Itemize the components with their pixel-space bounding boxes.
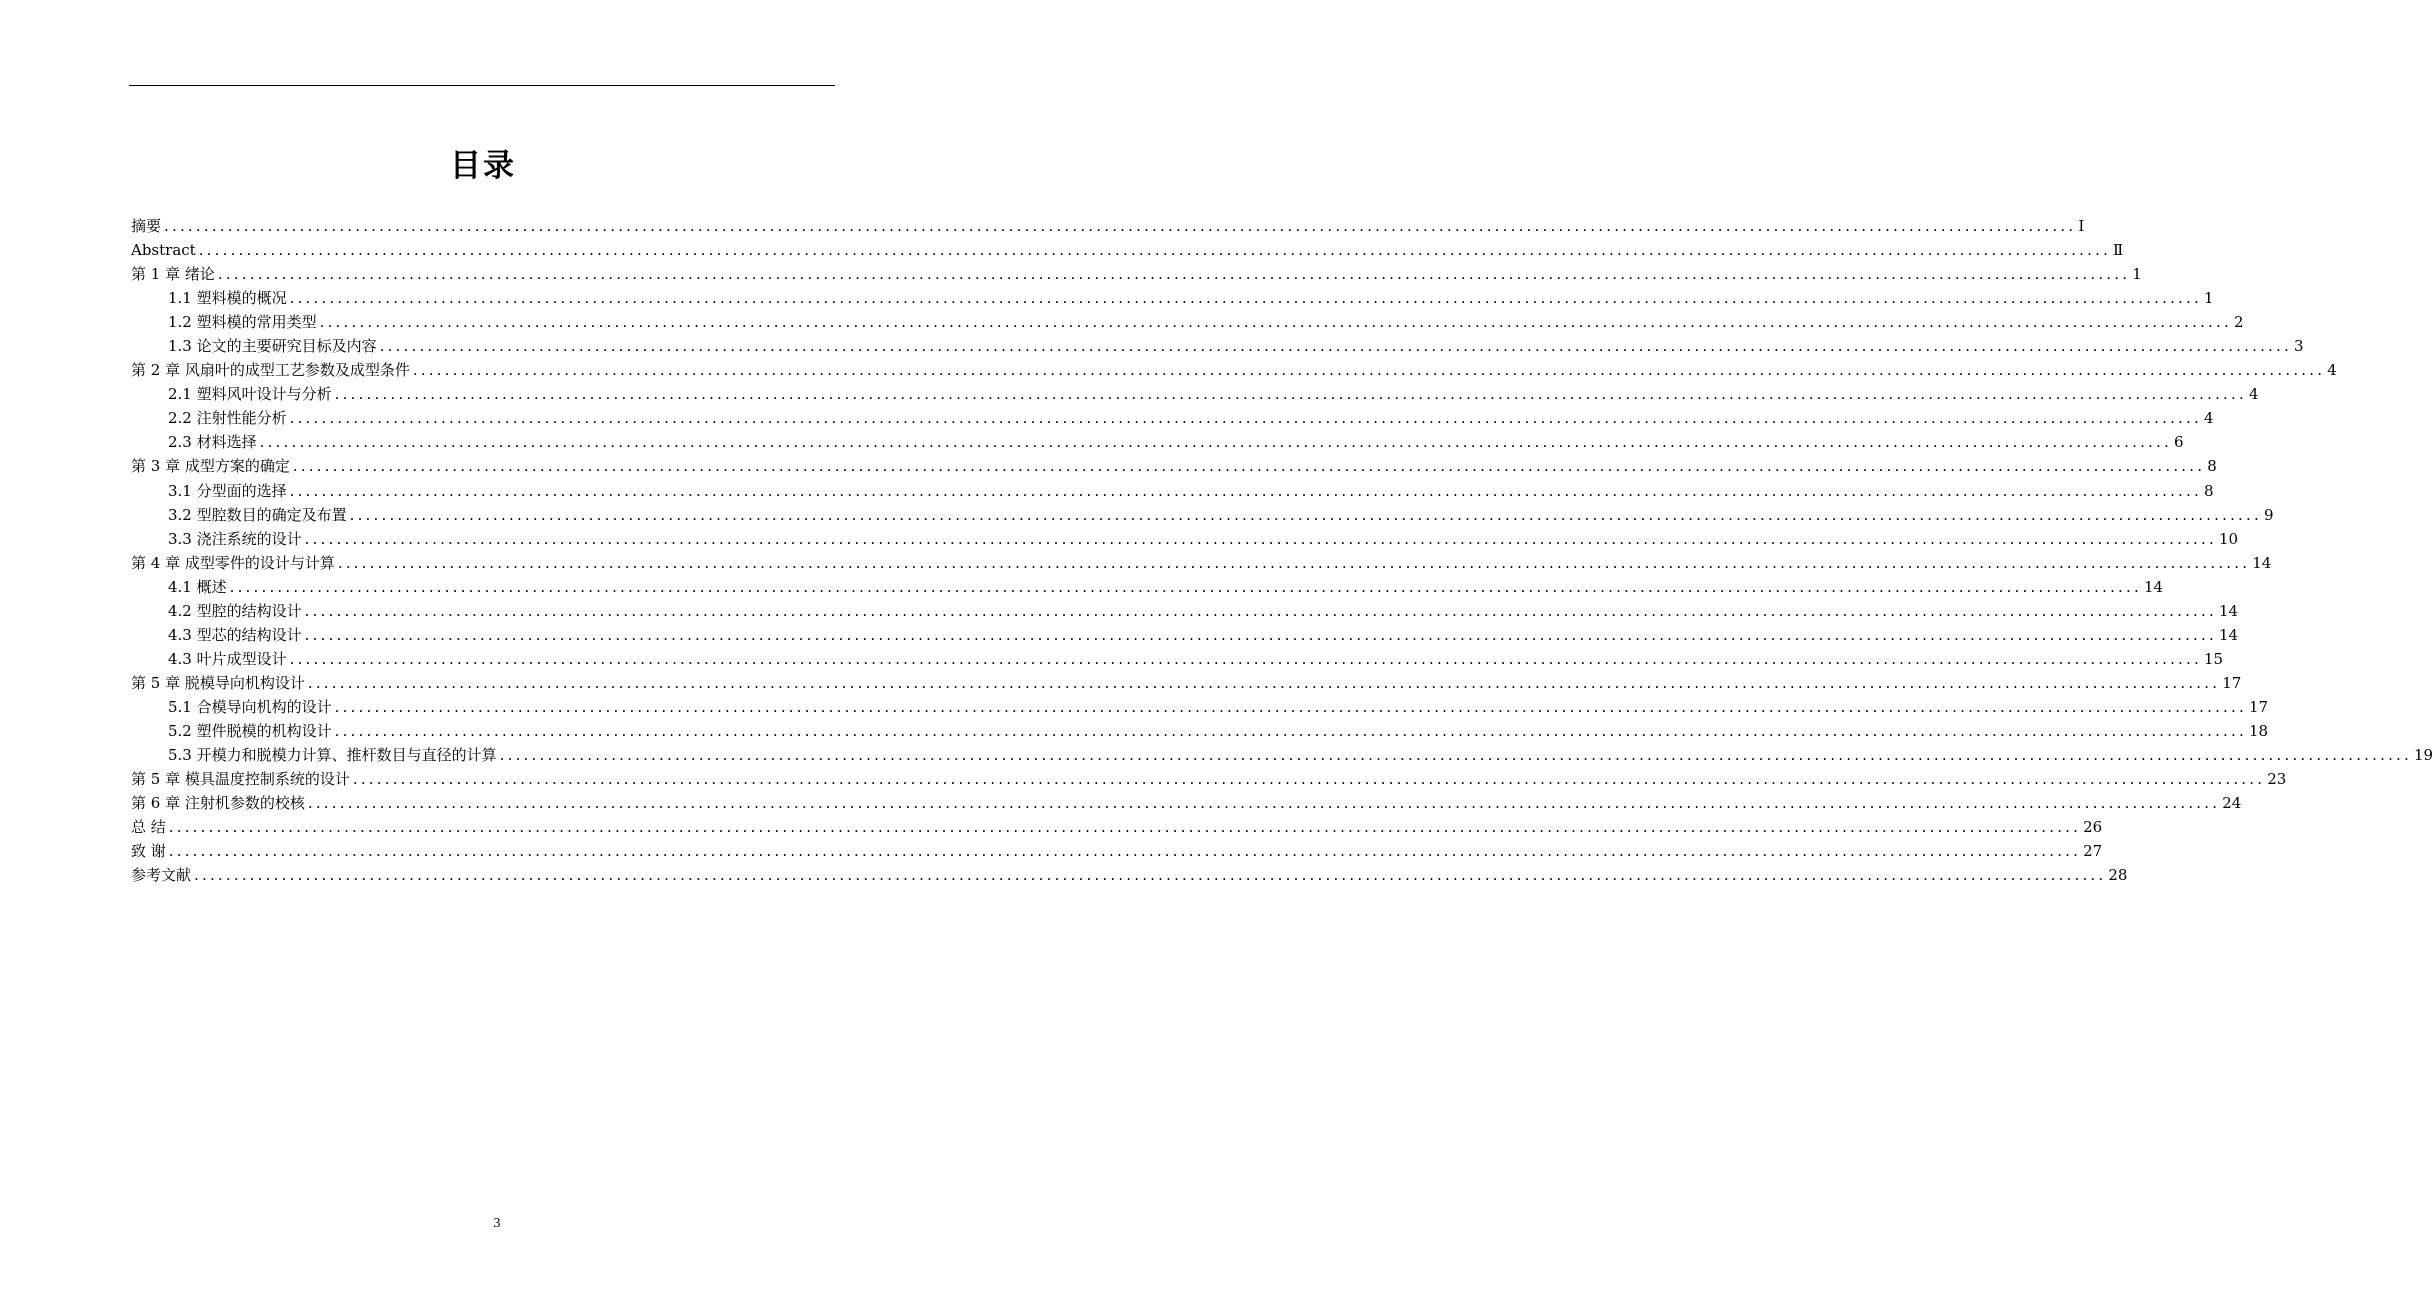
toc-entry-page: 3 <box>2293 337 2304 356</box>
dot-leader: ................................................................................................................................................................................................................................................ <box>292 457 2206 476</box>
dot-leader: ................................................................................................................................................................................................................................................ <box>289 409 2202 428</box>
toc-entry-label: 2.2 注射性能分析 <box>168 409 287 428</box>
toc-entry-label: 第 4 章 成型零件的设计与计算 <box>131 553 335 572</box>
toc-entry-page: 14 <box>2143 577 2164 596</box>
toc-entry-page: 17 <box>2222 673 2242 692</box>
dot-leader: ................................................................................................................................................................................................................................................ <box>194 866 2107 885</box>
toc-entry-page: Ⅰ <box>2078 217 2085 235</box>
toc-entry[interactable] <box>131 863 2128 887</box>
dot-leader: ................................................................................................................................................................................................................................................ <box>337 553 2251 572</box>
toc-entry[interactable] <box>131 238 2124 262</box>
toc-entry[interactable] <box>131 743 2433 767</box>
page-number: 3 <box>493 1216 501 1231</box>
toc-entry-label: 第 5 章 脱模导向机构设计 <box>131 673 305 692</box>
toc-entry[interactable] <box>131 382 2259 406</box>
toc-entry-page: 4 <box>2203 409 2214 428</box>
toc-entry-label: 5.3 开模力和脱模力计算、推杆数目与直径的计算 <box>168 746 497 765</box>
toc-entry-page: 9 <box>2263 505 2274 524</box>
dot-leader: ................................................................................................................................................................................................................................................ <box>349 505 2262 524</box>
toc-entry-label: 第 3 章 成型方案的确定 <box>131 457 290 476</box>
dot-leader: ................................................................................................................................................................................................................................................ <box>352 770 2266 789</box>
toc-entry-page: 6 <box>2173 433 2184 452</box>
dot-leader: ................................................................................................................................................................................................................................................ <box>334 697 2247 716</box>
header-rule <box>129 85 835 86</box>
dot-leader: ................................................................................................................................................................................................................................................ <box>164 217 2077 235</box>
toc-entry[interactable] <box>131 358 2337 382</box>
toc-entry-label: 1.1 塑料模的概况 <box>168 289 287 308</box>
toc-entry[interactable] <box>131 479 2214 503</box>
dot-leader: ................................................................................................................................................................................................................................................ <box>304 529 2217 548</box>
toc-entry-page: 4 <box>2327 361 2337 380</box>
dot-leader: ................................................................................................................................................................................................................................................ <box>334 385 2247 404</box>
toc-entry-label: 4.3 叶片成型设计 <box>168 649 287 668</box>
toc-entry-label: Abstract <box>131 241 196 260</box>
toc-entry-label: 第 2 章 风扇叶的成型工艺参数及成型条件 <box>131 361 410 380</box>
toc-entry-page: 1 <box>2203 289 2214 308</box>
toc-entry[interactable] <box>131 599 2239 623</box>
table-of-contents <box>131 214 2433 887</box>
dot-leader: ................................................................................................................................................................................................................................................ <box>379 337 2292 356</box>
dot-leader: ................................................................................................................................................................................................................................................ <box>198 241 2112 260</box>
dot-leader: ................................................................................................................................................................................................................................................ <box>289 289 2202 308</box>
dot-leader: ................................................................................................................................................................................................................................................ <box>289 481 2202 500</box>
toc-entry[interactable] <box>131 575 2164 599</box>
toc-entry-label: 3.2 型腔数目的确定及布置 <box>168 505 347 524</box>
toc-entry-label: 1.3 论文的主要研究目标及内容 <box>168 337 377 356</box>
toc-entry-label: 第 1 章 绪论 <box>131 265 215 284</box>
toc-entry-page: 23 <box>2267 770 2287 789</box>
dot-leader: ................................................................................................................................................................................................................................................ <box>334 721 2247 740</box>
toc-entry-label: 4.1 概述 <box>168 577 227 596</box>
toc-entry-page: 14 <box>2218 601 2239 620</box>
toc-entry[interactable] <box>131 791 2242 815</box>
toc-entry-label: 参考文献 <box>131 866 192 885</box>
toc-entry-page: 26 <box>2083 818 2103 837</box>
dot-leader: ................................................................................................................................................................................................................................................ <box>412 361 2326 380</box>
toc-entry-label: 4.2 型腔的结构设计 <box>168 601 302 620</box>
toc-entry[interactable] <box>131 406 2214 430</box>
toc-entry-label: 2.3 材料选择 <box>168 433 257 452</box>
toc-entry-page: 14 <box>2252 553 2272 572</box>
dot-leader: ................................................................................................................................................................................................................................................ <box>307 794 2221 813</box>
toc-entry[interactable] <box>131 262 2142 286</box>
toc-entry-page: 17 <box>2248 697 2269 716</box>
toc-entry-label: 5.2 塑件脱模的机构设计 <box>168 721 332 740</box>
toc-entry-page: 8 <box>2207 457 2217 476</box>
toc-entry[interactable] <box>131 719 2269 743</box>
toc-entry-page: 1 <box>2132 265 2142 284</box>
toc-entry[interactable] <box>131 527 2239 551</box>
dot-leader: ................................................................................................................................................................................................................................................ <box>168 818 2082 837</box>
toc-entry-label: 1.2 塑料模的常用类型 <box>168 313 317 332</box>
dot-leader: ................................................................................................................................................................................................................................................ <box>319 313 2232 332</box>
toc-entry-label: 摘要 <box>131 217 162 235</box>
toc-entry-page: Ⅱ <box>2113 241 2124 260</box>
toc-entry[interactable] <box>131 310 2244 334</box>
dot-leader: ................................................................................................................................................................................................................................................ <box>168 842 2082 861</box>
toc-entry[interactable] <box>131 839 2103 863</box>
toc-entry-page: 24 <box>2222 794 2242 813</box>
dot-leader: ................................................................................................................................................................................................................................................ <box>307 673 2221 692</box>
toc-entry[interactable] <box>131 334 2304 358</box>
toc-entry-page: 28 <box>2108 866 2128 885</box>
dot-leader: ................................................................................................................................................................................................................................................ <box>289 649 2202 668</box>
toc-entry[interactable] <box>131 503 2274 527</box>
toc-entry-label: 3.1 分型面的选择 <box>168 481 287 500</box>
toc-entry-page: 4 <box>2248 385 2259 404</box>
toc-entry-label: 总 结 <box>131 818 166 837</box>
toc-entry-label: 3.3 浇注系统的设计 <box>168 529 302 548</box>
toc-entry-label: 5.1 合模导向机构的设计 <box>168 697 332 716</box>
toc-entry[interactable] <box>131 815 2103 839</box>
toc-entry-page: 19 <box>2413 746 2433 765</box>
toc-entry[interactable] <box>131 647 2224 671</box>
toc-entry[interactable] <box>131 430 2184 454</box>
toc-entry[interactable] <box>131 286 2214 310</box>
toc-entry-label: 2.1 塑料风叶设计与分析 <box>168 385 332 404</box>
page-title: 目录 <box>450 148 516 184</box>
toc-entry[interactable] <box>131 767 2287 791</box>
toc-entry-label: 致 谢 <box>131 842 166 861</box>
toc-entry-page: 14 <box>2218 625 2239 644</box>
toc-entry-label: 4.3 型芯的结构设计 <box>168 625 302 644</box>
toc-entry-label: 第 5 章 模具温度控制系统的设计 <box>131 770 350 789</box>
dot-leader: ................................................................................................................................................................................................................................................ <box>304 601 2217 620</box>
toc-entry-label: 第 6 章 注射机参数的校核 <box>131 794 305 813</box>
toc-entry-page: 18 <box>2248 721 2269 740</box>
dot-leader: ................................................................................................................................................................................................................................................ <box>499 746 2412 765</box>
toc-entry[interactable] <box>131 551 2272 575</box>
toc-entry[interactable] <box>131 695 2269 719</box>
toc-entry-page: 10 <box>2218 529 2239 548</box>
toc-entry[interactable] <box>131 623 2239 647</box>
toc-entry-page: 8 <box>2203 481 2214 500</box>
dot-leader: ................................................................................................................................................................................................................................................ <box>217 265 2131 284</box>
toc-entry-page: 2 <box>2233 313 2244 332</box>
dot-leader: ................................................................................................................................................................................................................................................ <box>259 433 2172 452</box>
dot-leader: ................................................................................................................................................................................................................................................ <box>304 625 2217 644</box>
toc-entry[interactable] <box>131 454 2217 478</box>
dot-leader: ................................................................................................................................................................................................................................................ <box>229 577 2142 596</box>
toc-entry-page: 27 <box>2083 842 2103 861</box>
toc-entry-page: 15 <box>2203 649 2224 668</box>
toc-entry[interactable] <box>131 671 2242 695</box>
toc-entry[interactable] <box>131 214 2085 238</box>
